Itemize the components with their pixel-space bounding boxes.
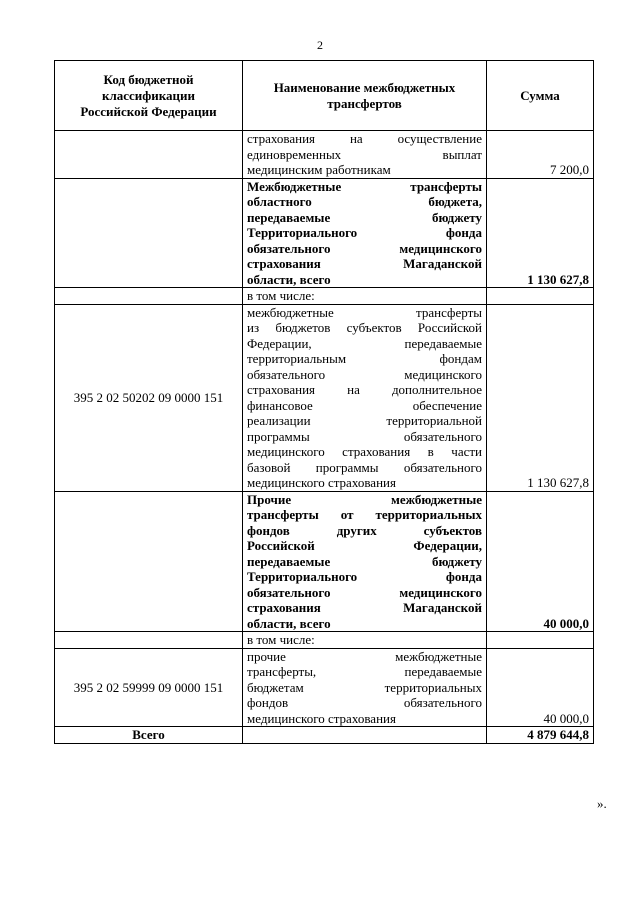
row-name-line: бюджетам территориальных bbox=[247, 679, 482, 695]
table-row bbox=[55, 632, 594, 649]
page-number: 2 bbox=[317, 38, 323, 52]
row-code bbox=[55, 288, 243, 305]
row-name-line: Федерации, передаваемые bbox=[247, 335, 482, 351]
row-name bbox=[243, 178, 487, 288]
row-name-line: в том числе: bbox=[247, 632, 315, 647]
row-name-line: области, всего bbox=[247, 615, 331, 631]
header-code-line: Код бюджетной bbox=[103, 71, 194, 87]
total-sum: 4 879 644,8 bbox=[487, 727, 594, 744]
row-name-line: передаваемые бюджету bbox=[247, 209, 482, 225]
row-sum bbox=[487, 632, 594, 649]
header-code-line: классификации bbox=[101, 87, 196, 103]
row-name-line: фондов других субъектов bbox=[247, 522, 482, 538]
row-code: 395 2 02 50202 09 0000 151 bbox=[55, 304, 243, 491]
row-code bbox=[55, 491, 243, 632]
table-row bbox=[55, 288, 594, 305]
table-header-row bbox=[55, 61, 594, 131]
row-name bbox=[243, 632, 487, 649]
table-row bbox=[55, 178, 594, 288]
row-name-line: Межбюджетные трансферты bbox=[247, 178, 482, 194]
row-name-line: страхования Магаданской bbox=[247, 256, 482, 271]
table-row bbox=[55, 131, 594, 179]
row-name-line: Территориального фонда bbox=[247, 569, 482, 584]
header-name-line: Наименование межбюджетных bbox=[273, 79, 456, 95]
row-name-line: области, всего bbox=[247, 271, 331, 287]
row-name-line: территориальным фондам bbox=[247, 351, 482, 366]
row-name-line: Территориального фонда bbox=[247, 225, 482, 240]
row-code bbox=[55, 632, 243, 649]
closing-quote: ». bbox=[597, 796, 607, 811]
row-name-line: из бюджетов субъектов Российской bbox=[247, 320, 482, 335]
row-name bbox=[243, 491, 487, 632]
row-sum bbox=[487, 288, 594, 305]
row-name bbox=[243, 648, 487, 727]
row-sum: 40 000,0 bbox=[487, 648, 594, 727]
row-name-line: медицинского страхования bbox=[247, 475, 396, 490]
row-name-line: Прочие межбюджетные bbox=[247, 491, 482, 507]
table-row bbox=[55, 491, 594, 632]
row-name-line: единовременных выплат bbox=[247, 146, 482, 162]
row-name-line: областного бюджета, bbox=[247, 194, 482, 209]
row-name-line: обязательного медицинского bbox=[247, 240, 482, 256]
row-name-line: трансферты, передаваемые bbox=[247, 664, 482, 679]
total-empty-cell bbox=[243, 727, 487, 744]
row-name bbox=[243, 131, 487, 179]
row-name-line: страхования на осуществление bbox=[247, 131, 482, 146]
row-name-line: медицинского страхования bbox=[247, 710, 396, 726]
row-name-line: программы обязательного bbox=[247, 428, 482, 444]
row-code: 395 2 02 59999 09 0000 151 bbox=[55, 648, 243, 727]
header-sum: Сумма bbox=[487, 61, 594, 131]
row-code bbox=[55, 178, 243, 288]
table-body bbox=[55, 131, 594, 727]
total-row bbox=[55, 727, 594, 744]
row-name-line: трансферты от территориальных bbox=[247, 507, 482, 522]
row-name-line: реализации территориальной bbox=[247, 413, 482, 428]
row-name-line: медицинского страхования в части bbox=[247, 444, 482, 459]
row-sum: 7 200,0 bbox=[487, 131, 594, 179]
row-name-line: медицинским работникам bbox=[247, 162, 391, 177]
row-name-line: обязательного медицинского bbox=[247, 584, 482, 600]
header-code bbox=[55, 61, 243, 131]
row-name-line: базовой программы обязательного bbox=[247, 459, 482, 475]
row-sum: 1 130 627,8 bbox=[487, 304, 594, 491]
row-name-line: обязательного медицинского bbox=[247, 366, 482, 382]
row-name-line: передаваемые бюджету bbox=[247, 553, 482, 569]
row-name-line: в том числе: bbox=[247, 288, 315, 303]
header-code-line: Российской Федерации bbox=[80, 103, 217, 119]
row-name-line: страхования на дополнительное bbox=[247, 382, 482, 397]
row-name bbox=[243, 288, 487, 305]
table-row bbox=[55, 648, 594, 727]
row-name-line: фондов обязательного bbox=[247, 695, 482, 710]
row-code bbox=[55, 131, 243, 179]
row-sum: 1 130 627,8 bbox=[487, 178, 594, 288]
row-name-line: страхования Магаданской bbox=[247, 600, 482, 615]
row-name bbox=[243, 304, 487, 491]
total-label: Всего bbox=[55, 727, 243, 744]
row-name-line: прочие межбюджетные bbox=[247, 648, 482, 664]
row-name-line: финансовое обеспечение bbox=[247, 397, 482, 413]
row-sum: 40 000,0 bbox=[487, 491, 594, 632]
row-name-line: межбюджетные трансферты bbox=[247, 304, 482, 320]
transfers-table bbox=[54, 60, 594, 744]
header-name bbox=[243, 61, 487, 131]
row-name-line: Российской Федерации, bbox=[247, 538, 482, 553]
header-name-line: трансфертов bbox=[327, 95, 402, 111]
table-row bbox=[55, 304, 594, 491]
